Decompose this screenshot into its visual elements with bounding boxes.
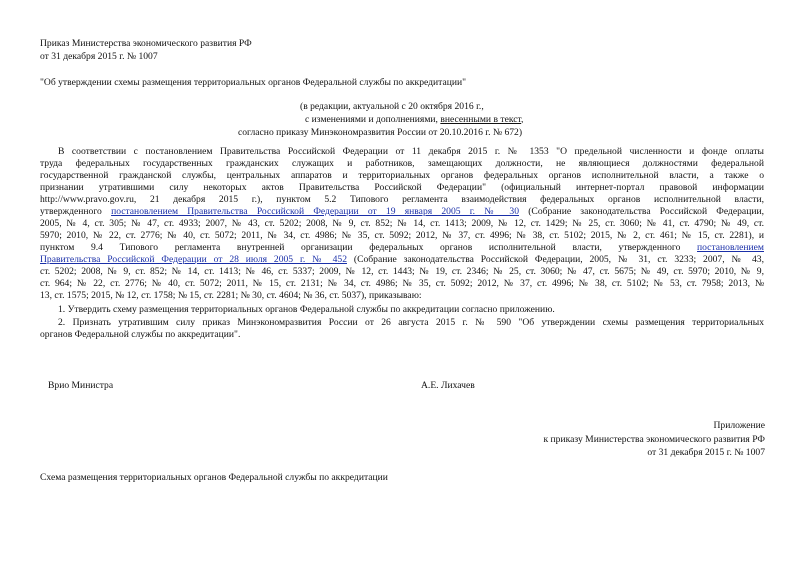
- edition-line3: согласно приказу Минэкономразвития России от 20.10.2016 г. № 672): [238, 127, 523, 138]
- appendix-reference: к приказу Министерства экономического развития РФ: [543, 434, 765, 445]
- preamble-text: пунктом 9.4 Типового регламента внутренней организации федеральных органов исполнительной власти, утвержденного: [40, 242, 698, 253]
- edition-line1: (в редакции, актуальной с 20 октября 2016 г.,: [300, 101, 484, 112]
- preamble-line: 5970; 2010, № 22, ст. 2776; № 40, ст. 5072; 2011, № 34, ст. 4986; № 35, ст. 5092; 2012, № 37, ст. 4996; № 38, ст. 5102; 2015, № 2, ст. 461; № 15, ст. 2281), и: [40, 230, 764, 241]
- resolution-452-link-part2[interactable]: Правительства Российской Федерации от 28 июля 2005 г. № 452: [40, 254, 347, 265]
- preamble-line: http://www.pravo.gov.ru, 21 декабря 2015 г.), пунктом 5.2 Типового регламента взаимодействия федеральных органов исполнительной власти,: [40, 194, 764, 205]
- document-title: "Об утверждении схемы размещения территориальных органов Федеральной службы по аккредитации": [40, 77, 467, 88]
- preamble-line: ст. 964; № 22, ст. 2776; № 40, ст. 5072; 2011, № 15, ст. 2131; № 34, ст. 4986; № 35, ст. 5092; 2012, № 37, ст. 4996; № 38, ст. 5102; № 53, ст. 7958; 2013, №: [40, 278, 764, 289]
- edition-line2: [305, 114, 523, 126]
- edition-line2-comma: ,: [521, 114, 524, 125]
- preamble-line: 2005, № 4, ст. 305; № 47, ст. 4933; 2007, № 43, ст. 5202; 2008, № 9, ст. 852; № 14, ст. 1413; 2009, № 12, ст. 1429; № 25, ст. 3060; № 41, ст. 4790; № 49, ст.: [40, 218, 764, 229]
- resolution-30-link[interactable]: постановлением Правительства Российской Федерации от 19 января 2005 г. № 30: [111, 206, 520, 217]
- resolution-452-link-part1[interactable]: постановлением: [697, 242, 764, 253]
- appendix-date: от 31 декабря 2015 г. № 1007: [647, 447, 765, 458]
- preamble-line: [40, 206, 764, 218]
- preamble-line: признании утратившими силу некоторых актов Правительства Российской Федерации" (официальный интернет-портал правовой информации: [40, 182, 764, 193]
- edition-line2-text: с изменениями и дополнениями,: [305, 114, 441, 125]
- preamble-text: утвержденного: [40, 206, 112, 217]
- preamble-line: [40, 254, 764, 266]
- order-item-2-line1: 2. Признать утратившим силу приказ Минэкономразвития России от 26 августа 2015 г. № 590 "Об утверждении схемы размещения территориальных: [58, 317, 764, 328]
- preamble-line: [40, 242, 764, 254]
- preamble-line: труда федеральных государственных гражданских служащих и работников, замещающих должности, не являющиеся должностями федеральной: [40, 158, 764, 169]
- scheme-title: Схема размещения территориальных органов Федеральной службы по аккредитации: [40, 472, 388, 483]
- order-header-line1: Приказ Министерства экономического развития РФ: [40, 38, 252, 49]
- preamble-text: (Собрание законодательства Российской Федерации, 2005, № 31, ст. 3233; 2007, № 43,: [347, 254, 764, 265]
- preamble-line: В соответствии с постановлением Правительства Российской Федерации от 11 декабря 2015 г. № 1353 "О предельной численности и фонде оплаты: [58, 146, 764, 157]
- preamble-line: ст. 5202; 2008, № 9, ст. 852; № 14, ст. 1413; № 46, ст. 5337; 2009, № 12, ст. 1443; № 19, ст. 2346; № 25, ст. 3060; № 47, ст. 5675; № 49, ст. 5970; 2010, № 9,: [40, 266, 764, 277]
- order-item-2-line2: органов Федеральной службы по аккредитации".: [40, 329, 241, 340]
- signatory-position: Врио Министра: [48, 380, 114, 391]
- preamble-line: 13, ст. 1575; 2015, № 12, ст. 1758; № 15, ст. 2281; № 30, ст. 4604; № 36, ст. 5037), приказываю:: [40, 290, 422, 301]
- order-header-line2: от 31 декабря 2015 г. № 1007: [40, 51, 158, 62]
- appendix-label: Приложение: [713, 420, 765, 431]
- signatory-name: А.Е. Лихачев: [421, 380, 475, 391]
- edition-amendments-link[interactable]: внесенными в текст: [440, 114, 521, 125]
- preamble-line: государственной гражданской службы, центральных аппаратов и территориальных органов федеральных органов исполнительной власти, а также о: [40, 170, 764, 181]
- order-item-1: 1. Утвердить схему размещения территориальных органов Федеральной службы по аккредитации согласно приложению.: [58, 304, 555, 315]
- preamble-text: (Собрание законодательства Российской Федерации,: [519, 206, 764, 217]
